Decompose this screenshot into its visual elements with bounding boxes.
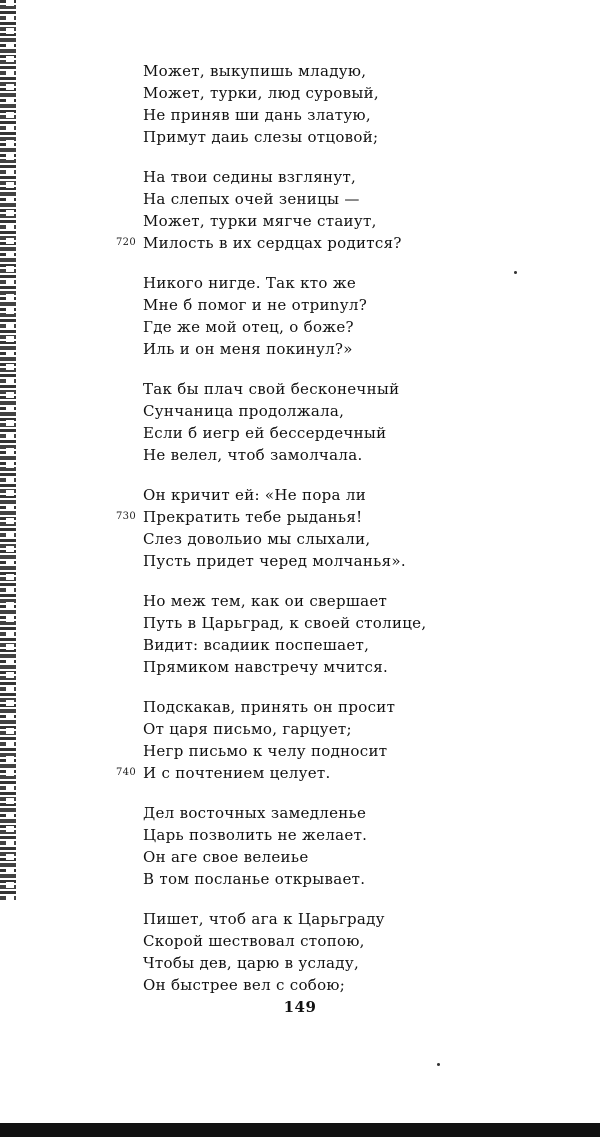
verse-line: [143, 272, 443, 294]
verse-line-text: Прямиком навстречу мчится.: [143, 658, 389, 676]
verse-line: [143, 634, 443, 656]
verse-line-text: Может, выкупишь младую,: [143, 62, 367, 80]
verse-line-text: Скорой шествовал стопою,: [143, 932, 365, 950]
verse-line-text: Где же мой отец, о боже?: [143, 318, 354, 336]
stanza: [143, 802, 443, 890]
verse-line-text: На слепых очей зеницы —: [143, 190, 360, 208]
verse-line-text: Пишет, чтоб ага к Царьграду: [143, 910, 385, 928]
verse-line-text: Пусть придет черед молчанья».: [143, 552, 406, 570]
line-number: 730: [116, 511, 136, 522]
verse-line-text: Сунчаница продолжала,: [143, 402, 345, 420]
verse-line: [143, 294, 443, 316]
verse-line: [143, 718, 443, 740]
verse-line-text: Мне б помог и не отриnул?: [143, 296, 368, 314]
verse-line: [143, 952, 443, 974]
verse-line-text: Но меж тем, как ои свершает: [143, 592, 388, 610]
verse-line-text: Дел восточных замедленье: [143, 804, 367, 822]
verse-line: [143, 338, 443, 360]
verse-line: [143, 104, 443, 126]
verse-line-text: Негр письмо к челу подносит: [143, 742, 388, 760]
verse-line: [143, 930, 443, 952]
verse-line-text: И с почтением целует.: [143, 764, 331, 782]
verse-line: [143, 126, 443, 148]
verse-line: [143, 802, 443, 824]
verse-line-text: Путь в Царьград, к своей столице,: [143, 614, 427, 632]
verse-line: [116, 232, 443, 254]
scan-speck: [514, 271, 517, 274]
verse-line: [143, 316, 443, 338]
verse-line-text: Он быстрее вел с собою;: [143, 976, 346, 994]
verse-line-text: Может, турки мягче стаиут,: [143, 212, 377, 230]
verse-line: [143, 908, 443, 930]
stanza: [116, 696, 443, 784]
verse-line: [143, 656, 443, 678]
scan-bottom-border: [0, 1123, 600, 1137]
stanza: [143, 908, 443, 996]
poem-text: [116, 60, 443, 1014]
verse-line-text: Примут даиь слезы отцовой;: [143, 128, 379, 146]
verse-line-text: Он кричит ей: «Не пора ли: [143, 486, 366, 504]
stanza: [143, 272, 443, 360]
verse-line-text: Подскакав, принять он просит: [143, 698, 396, 716]
line-number: 740: [116, 767, 136, 778]
verse-line-text: Не велел, чтоб замолчала.: [143, 446, 363, 464]
verse-line: [143, 422, 443, 444]
verse-line: [143, 378, 443, 400]
verse-line-text: В том посланье открывает.: [143, 870, 366, 888]
verse-line-text: Может, турки, люд суровый,: [143, 84, 379, 102]
verse-line-text: Слез довольио мы слыхали,: [143, 530, 371, 548]
verse-line: [143, 60, 443, 82]
verse-line: [143, 590, 443, 612]
verse-line: [116, 762, 443, 784]
scanned-page-edge: [0, 0, 16, 900]
stanza: [143, 590, 443, 678]
verse-line-text: От царя письмо, гарцует;: [143, 720, 352, 738]
verse-line: [143, 444, 443, 466]
verse-line: [143, 846, 443, 868]
verse-line: [143, 974, 443, 996]
verse-line: [143, 210, 443, 232]
verse-line: [143, 484, 443, 506]
stanza: [116, 484, 443, 572]
verse-line: [116, 506, 443, 528]
line-number: 720: [116, 237, 136, 248]
page-number: 149: [283, 998, 317, 1016]
verse-line: [143, 528, 443, 550]
verse-line: [143, 824, 443, 846]
stanza: [143, 378, 443, 466]
verse-line: [143, 166, 443, 188]
scan-speck: [437, 1063, 440, 1066]
verse-line-text: Если б иегр ей бессердечный: [143, 424, 387, 442]
stanza: [143, 60, 443, 148]
verse-line-text: Царь позволить не желает.: [143, 826, 368, 844]
stanza: [116, 166, 443, 254]
verse-line-text: Так бы плач свой бесконечный: [143, 380, 400, 398]
verse-line: [143, 740, 443, 762]
verse-line-text: Милость в их сердцах родится?: [143, 234, 402, 252]
verse-line: [143, 82, 443, 104]
verse-line: [143, 400, 443, 422]
verse-line: [143, 868, 443, 890]
verse-line: [143, 550, 443, 572]
verse-line-text: Прекратить тебе рыданья!: [143, 508, 363, 526]
verse-line: [143, 612, 443, 634]
verse-line: [143, 696, 443, 718]
verse-line-text: Он аге свое велеиье: [143, 848, 309, 866]
verse-line-text: Не приняв ши дань златую,: [143, 106, 371, 124]
verse-line-text: Никого нигде. Так кто же: [143, 274, 357, 292]
verse-line-text: На твои седины взглянут,: [143, 168, 357, 186]
verse-line: [143, 188, 443, 210]
verse-line-text: Видит: всадиик поспешает,: [143, 636, 370, 654]
verse-line-text: Чтобы дев, царю в усладу,: [143, 954, 360, 972]
verse-line-text: Иль и он меня покинул?»: [143, 340, 353, 358]
